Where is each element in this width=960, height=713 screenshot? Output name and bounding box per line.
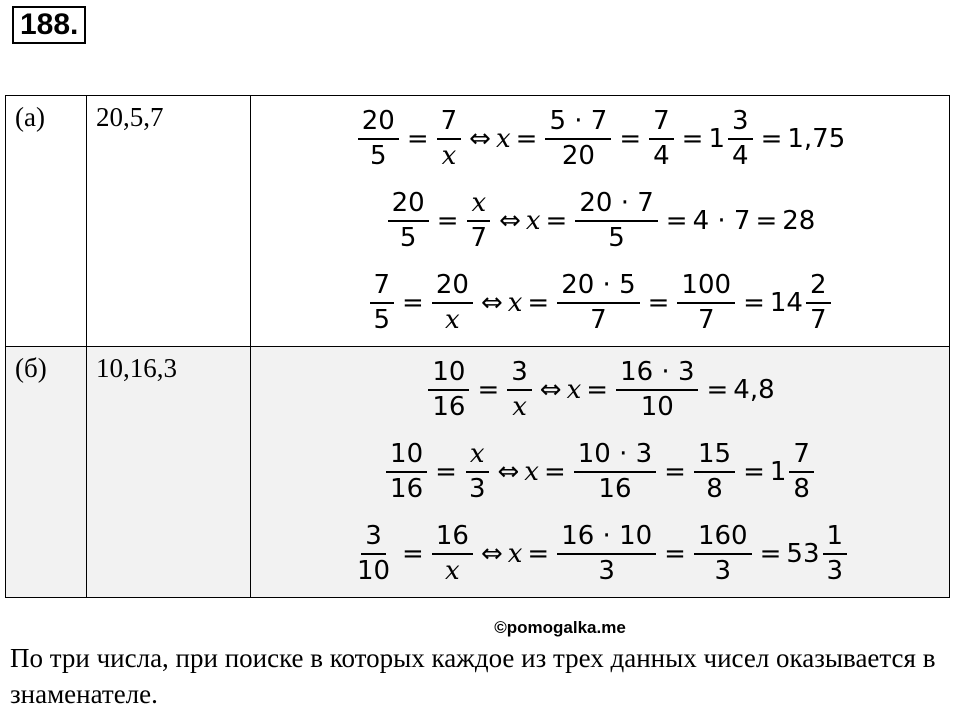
denominator: 7 (590, 305, 607, 335)
equals-sign: = (681, 124, 704, 154)
denominator: 7 (809, 305, 827, 335)
number-value: 53 (786, 539, 820, 569)
denominator: 20 (561, 141, 595, 171)
fraction (545, 105, 611, 171)
numerator: 3 (507, 359, 532, 391)
denominator: 5 (399, 223, 417, 253)
number-value: 1 (769, 457, 787, 487)
equation-line (385, 180, 816, 262)
numerator: 15 (694, 441, 735, 473)
numerator: 16 · 10 (557, 523, 656, 555)
number-value: 4,8 (733, 375, 775, 405)
denominator: 3 (468, 474, 486, 504)
denominator (508, 391, 531, 421)
equivalence-sign: ⇔ (480, 288, 503, 318)
equations-block (251, 96, 949, 346)
variable-x: x (469, 438, 485, 469)
variable-x: x (507, 288, 523, 318)
equation-line (355, 98, 846, 180)
numerator: 10 (386, 441, 427, 473)
numerator: 7 (437, 108, 462, 140)
equation-line (367, 262, 834, 344)
equals-sign: = (406, 124, 429, 154)
equals-sign: = (760, 124, 783, 154)
numerator: 2 (806, 272, 831, 304)
variable-x: x (566, 375, 582, 405)
numerator (467, 187, 490, 222)
equals-sign: = (619, 124, 642, 154)
fraction (467, 187, 492, 253)
fraction (677, 269, 735, 335)
numerator: 10 (428, 359, 469, 391)
denominator: 16 (432, 392, 466, 422)
numerator: 10 · 3 (574, 441, 656, 473)
fraction (370, 269, 395, 335)
equals-sign: = (527, 288, 550, 318)
equals-sign: = (664, 539, 686, 569)
equals-sign: = (759, 539, 782, 569)
fraction (728, 105, 753, 171)
equals-sign: = (755, 206, 778, 236)
fraction (806, 269, 831, 335)
denominator: 16 (598, 474, 632, 504)
equals-sign: = (527, 539, 550, 569)
numerator: 7 (370, 272, 395, 304)
table-row (6, 347, 950, 598)
fraction (575, 187, 657, 253)
equations-block (251, 347, 949, 597)
equations-cell (251, 96, 950, 347)
fraction (465, 438, 490, 504)
equals-sign: = (743, 457, 765, 487)
denominator: 5 (608, 223, 625, 253)
fraction (557, 520, 656, 586)
equation-line (425, 349, 774, 431)
row-label: (б) (6, 347, 87, 598)
denominator (441, 555, 464, 585)
equals-sign: = (647, 288, 670, 318)
variable-x: x (441, 141, 457, 171)
denominator: 8 (793, 474, 810, 504)
equals-sign: = (586, 375, 609, 405)
fraction (694, 438, 735, 504)
equivalence-sign: ⇔ (497, 457, 520, 487)
numerator: 16 · 3 (616, 359, 698, 391)
watermark: ©pomogalka.me (494, 618, 626, 637)
denominator: 10 (640, 392, 674, 422)
equals-sign: = (743, 288, 765, 318)
numerator: 7 (789, 441, 814, 473)
numerator: 20 · 5 (557, 272, 639, 304)
denominator: 7 (697, 305, 715, 335)
table-row (6, 96, 950, 347)
equals-sign: = (402, 539, 424, 569)
numerator: 20 (358, 108, 399, 140)
row-label: (а) (6, 96, 87, 347)
fraction (358, 105, 399, 171)
equation-line (383, 431, 817, 513)
fraction (428, 356, 469, 422)
variable-x: x (471, 187, 487, 218)
solution-table (5, 95, 950, 598)
denominator: 10 (356, 556, 391, 586)
equals-sign: = (664, 457, 686, 487)
fraction (507, 356, 532, 422)
numerator: 5 · 7 (545, 108, 611, 140)
numerator (466, 438, 489, 473)
variable-x: x (512, 392, 527, 422)
denominator: 8 (706, 474, 723, 504)
numerator: 1 (823, 523, 848, 555)
equals-sign: = (665, 206, 688, 236)
denominator: 16 (390, 474, 424, 504)
variable-x: x (445, 305, 460, 335)
fraction (616, 356, 698, 422)
row-numbers: 10,16,3 (87, 347, 251, 598)
number-value: 14 (769, 288, 803, 318)
numerator: 20 · 7 (575, 190, 657, 222)
equals-sign: = (543, 457, 566, 487)
denominator: 5 (373, 305, 391, 335)
equivalence-sign: ⇔ (469, 124, 491, 154)
fraction (823, 520, 848, 586)
number-value: 1,75 (787, 124, 846, 154)
fraction (694, 520, 752, 586)
equals-sign: = (436, 206, 459, 236)
equals-sign: = (706, 375, 729, 405)
fraction (353, 520, 394, 586)
fraction (432, 520, 473, 586)
fraction (432, 269, 473, 335)
numerator: 100 (677, 272, 735, 304)
numerator: 20 (432, 272, 473, 304)
equals-sign: = (435, 457, 457, 487)
equation-line (350, 513, 850, 595)
denominator: 3 (714, 556, 732, 586)
denominator (438, 140, 461, 170)
numerator: 7 (649, 108, 674, 140)
variable-x: x (525, 206, 541, 236)
equivalence-sign: ⇔ (499, 206, 521, 236)
denominator: 4 (732, 141, 749, 171)
fraction (574, 438, 656, 504)
number-value: 1 (708, 124, 726, 154)
equivalence-sign: ⇔ (539, 375, 562, 405)
denominator (441, 304, 464, 334)
numerator: 16 (432, 523, 473, 555)
answer-text: По три числа, при поиске в которых каждое из трех данных чисел оказывается в знаменателе. (10, 643, 936, 709)
equals-sign: = (545, 206, 568, 236)
denominator: 3 (826, 556, 844, 586)
equals-sign: = (477, 375, 500, 405)
equals-sign: = (402, 288, 424, 318)
fraction (386, 438, 427, 504)
numerator: 160 (694, 523, 752, 555)
equals-sign: = (515, 124, 538, 154)
variable-x: x (524, 457, 539, 487)
fraction (557, 269, 639, 335)
variable-x: x (445, 556, 460, 586)
denominator: 3 (598, 556, 615, 586)
fraction (388, 187, 429, 253)
number-value: 28 (782, 206, 816, 236)
row-numbers: 20,5,7 (87, 96, 251, 347)
equations-cell (251, 347, 950, 598)
numerator: 3 (728, 108, 753, 140)
fraction (649, 105, 674, 171)
fraction (789, 438, 814, 504)
numerator: 20 (388, 190, 429, 222)
denominator: 7 (470, 223, 488, 253)
variable-x: x (495, 124, 511, 154)
variable-x: x (507, 539, 523, 569)
problem-number: 188. (12, 6, 86, 44)
fraction (437, 105, 462, 171)
number-value: 4 · 7 (692, 206, 751, 236)
denominator: 5 (370, 141, 387, 171)
denominator: 4 (653, 141, 670, 171)
equivalence-sign: ⇔ (480, 539, 503, 569)
numerator: 3 (361, 523, 386, 555)
